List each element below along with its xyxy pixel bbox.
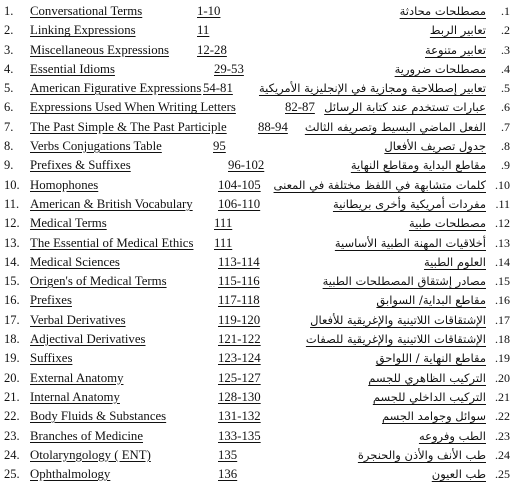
toc-entry-page-range: 128-130 [218, 389, 261, 404]
toc-entry-page-range: 113-114 [218, 254, 260, 269]
toc-entry-arabic-number: .23 [495, 428, 510, 443]
toc-entry-english-title: Prefixes [30, 293, 72, 308]
toc-entry-number: 23. [4, 428, 20, 443]
toc-row [0, 2, 512, 21]
toc-row [0, 388, 512, 407]
toc-entry-page-range: 106-110 [218, 196, 261, 211]
toc-entry-english-title: Conversational Terms [30, 4, 143, 18]
toc-entry-english-title: Linking Expressions [30, 23, 136, 38]
toc-row [0, 407, 512, 426]
toc-entry-arabic-title: الإشتقاقات اللاتينية والإغريقية للصفات [305, 332, 486, 347]
toc-entry-english-title: Medical Sciences [30, 254, 120, 269]
toc-row [0, 176, 512, 195]
toc-entry-arabic-title: مصطلحات طبية [408, 216, 486, 231]
toc-entry-page-range: 115-116 [218, 274, 260, 289]
toc-entry-number: 22. [4, 409, 20, 424]
toc-entry-page-range: 54-81 [203, 81, 233, 96]
toc-entry-arabic-number: .9 [501, 158, 510, 173]
toc-entry-number: 15. [4, 274, 20, 289]
toc-entry-english-title: Homophones [30, 177, 99, 192]
toc-entry-number: 7. [4, 119, 14, 134]
toc-entry-page-range: 136 [218, 467, 238, 482]
toc-row [0, 79, 512, 98]
toc-entry-number: 3. [4, 42, 14, 57]
toc-entry-english-title: American & British Vocabulary [30, 196, 193, 211]
toc-entry-arabic-title: تعابير متنوعة [425, 42, 486, 57]
toc-entry-arabic-number: .16 [495, 293, 510, 308]
toc-entry-page-range: 82-87 [285, 100, 315, 115]
toc-entry-number: 9. [4, 158, 14, 173]
toc-entry-arabic-number: .14 [495, 254, 510, 269]
toc-entry-page-range: 12-28 [197, 42, 227, 57]
toc-entry-arabic-title: التركيب الظاهري للجسم [368, 370, 486, 385]
toc-entry-number: 21. [4, 389, 20, 404]
toc-entry-arabic-number: .20 [495, 370, 510, 385]
toc-entry-page-range: 135 [218, 447, 238, 462]
toc-entry-english-title: Expressions Used When Writing Letters [30, 100, 236, 115]
toc-entry-arabic-number: .11 [495, 196, 510, 211]
toc-entry-page-range: 111 [214, 235, 233, 250]
toc-entry-page-range: 121-122 [218, 332, 261, 347]
toc-entry-arabic-title: الفعل الماضي البسيط وتصريفه الثالث [304, 119, 486, 134]
toc-entry-arabic-title: مقاطع النهاية / اللواحق [375, 351, 486, 366]
toc-entry-english-title: American Figurative Expressions [30, 81, 202, 96]
toc-entry-arabic-number: .6 [501, 100, 510, 115]
toc-entry-number: 25. [4, 467, 20, 482]
toc-entry-page-range: 111 [214, 216, 233, 231]
toc-row [0, 349, 512, 368]
toc-entry-number: 10. [4, 177, 20, 192]
toc-row [0, 156, 512, 175]
toc-entry-arabic-number: .2 [501, 23, 510, 38]
toc-row [0, 291, 512, 310]
toc-row [0, 446, 512, 465]
toc-entry-page-range: 104-105 [218, 177, 261, 192]
toc-entry-english-title: Verbs Conjugations Table [30, 139, 162, 154]
toc-row [0, 195, 512, 214]
toc-entry-arabic-title: طب الأنف والأذن والحنجرة [357, 447, 486, 462]
toc-entry-arabic-title: طب العيون [431, 467, 486, 482]
toc-row [0, 465, 512, 484]
toc-entry-arabic-title: تعابير إصطلاحية ومجازية في الإنجليزية الأمريكية [258, 81, 486, 96]
toc-entry-arabic-number: .15 [495, 274, 510, 289]
toc-entry-arabic-number: .24 [495, 447, 510, 462]
toc-entry-number: 5. [4, 81, 14, 96]
toc-entry-arabic-title: مصادر إشتقاق المصطلحات الطبية [322, 274, 486, 289]
toc-entry-arabic-title: مصطلحات محادثة [399, 4, 486, 18]
toc-entry-english-title: Medical Terms [30, 216, 107, 231]
toc-entry-page-range: 29-53 [214, 61, 244, 76]
toc-entry-number: 18. [4, 332, 20, 347]
toc-entry-arabic-number: .12 [495, 216, 510, 231]
toc-entry-arabic-number: .19 [495, 351, 510, 366]
toc-entry-arabic-number: .25 [495, 467, 510, 482]
toc-entry-arabic-number: .13 [495, 235, 510, 250]
toc-entry-page-range: 119-120 [218, 312, 261, 327]
table-of-contents [0, 2, 512, 484]
toc-row [0, 311, 512, 330]
toc-entry-number: 11. [4, 196, 20, 211]
toc-entry-number: 13. [4, 235, 20, 250]
toc-entry-arabic-title: أخلاقيات المهنة الطبية الأساسية [334, 235, 486, 250]
toc-entry-english-title: Suffixes [30, 351, 73, 366]
toc-entry-page-range: 96-102 [228, 158, 265, 173]
toc-entry-number: 17. [4, 312, 20, 327]
toc-entry-number: 6. [4, 100, 14, 115]
toc-entry-english-title: Internal Anatomy [30, 389, 120, 404]
toc-row [0, 272, 512, 291]
toc-entry-page-range: 11 [197, 23, 210, 38]
toc-entry-arabic-title: عبارات تستخدم عند كتابة الرسائل [324, 100, 486, 115]
toc-entry-arabic-number: .1 [501, 4, 510, 18]
toc-entry-arabic-title: مقاطع البداية ومقاطع النهاية [350, 158, 486, 173]
toc-entry-arabic-title: تعابير الربط [429, 23, 486, 38]
toc-entry-english-title: Adjectival Derivatives [30, 332, 146, 347]
toc-entry-page-range: 133-135 [218, 428, 261, 443]
toc-entry-english-title: Verbal Derivatives [30, 312, 126, 327]
toc-entry-arabic-number: .8 [501, 139, 510, 154]
toc-entry-number: 16. [4, 293, 20, 308]
toc-entry-number: 12. [4, 216, 20, 231]
toc-entry-arabic-number: .21 [495, 389, 510, 404]
toc-entry-arabic-number: .3 [501, 42, 510, 57]
toc-entry-number: 20. [4, 370, 20, 385]
toc-row [0, 369, 512, 388]
toc-entry-arabic-title: جدول تصريف الأفعال [384, 139, 486, 154]
toc-entry-arabic-number: .7 [501, 119, 510, 134]
toc-entry-number: 24. [4, 447, 20, 462]
toc-entry-arabic-title: الإشتقاقات اللاتينية والإغريقية للأفعال [310, 312, 486, 327]
toc-entry-arabic-number: .22 [495, 409, 510, 424]
toc-row [0, 21, 512, 40]
toc-entry-arabic-number: .10 [495, 177, 510, 192]
toc-entry-english-title: Ophthalmology [30, 467, 111, 482]
toc-entry-page-range: 125-127 [218, 370, 261, 385]
toc-row [0, 41, 512, 60]
toc-entry-page-range: 1-10 [197, 4, 221, 18]
toc-row [0, 137, 512, 156]
toc-entry-number: 14. [4, 254, 20, 269]
toc-row [0, 234, 512, 253]
toc-entry-english-title: External Anatomy [30, 370, 124, 385]
toc-entry-arabic-number: .18 [495, 332, 510, 347]
toc-entry-arabic-number: .4 [501, 61, 510, 76]
toc-entry-english-title: Otolaryngology ( ENT) [30, 447, 151, 462]
toc-entry-english-title: The Past Simple & The Past Participle [30, 119, 227, 134]
toc-entry-page-range: 88-94 [258, 119, 288, 134]
toc-entry-english-title: Origen's of Medical Terms [30, 274, 167, 289]
toc-entry-arabic-title: الطب وفروعه [418, 428, 486, 443]
toc-row [0, 330, 512, 349]
toc-entry-number: 19. [4, 351, 20, 366]
toc-entry-arabic-title: مقاطع البداية/ السوابق [376, 293, 486, 308]
toc-entry-english-title: Essential Idioms [30, 61, 115, 76]
toc-entry-arabic-number: .17 [495, 312, 510, 327]
toc-entry-number: 1. [4, 4, 14, 18]
toc-row [0, 60, 512, 79]
toc-entry-english-title: Miscellaneous Expressions [30, 42, 169, 57]
toc-entry-page-range: 95 [213, 139, 226, 154]
toc-entry-arabic-number: .5 [501, 81, 510, 96]
toc-entry-number: 2. [4, 23, 14, 38]
toc-entry-arabic-title: سوائل وجوامد الجسم [381, 409, 486, 424]
toc-entry-english-title: Branches of Medicine [30, 428, 143, 443]
toc-entry-arabic-title: مصطلحات ضرورية [394, 61, 486, 76]
toc-row [0, 214, 512, 233]
toc-entry-page-range: 117-118 [218, 293, 260, 308]
toc-entry-number: 8. [4, 139, 14, 154]
toc-entry-number: 4. [4, 61, 14, 76]
toc-row [0, 253, 512, 272]
toc-entry-arabic-title: العلوم الطبية [423, 254, 486, 269]
toc-row [0, 427, 512, 446]
toc-entry-page-range: 123-124 [218, 351, 261, 366]
toc-row [0, 98, 512, 117]
toc-entry-arabic-title: كلمات متشابهة في اللفظ مختلفة في المعنى [273, 177, 486, 192]
toc-entry-english-title: Body Fluids & Substances [30, 409, 167, 424]
toc-entry-english-title: The Essential of Medical Ethics [30, 235, 194, 250]
toc-entry-page-range: 131-132 [218, 409, 261, 424]
toc-row [0, 118, 512, 137]
toc-entry-english-title: Prefixes & Suffixes [30, 158, 131, 173]
toc-entry-arabic-title: التركيب الداخلي للجسم [372, 389, 486, 404]
toc-entry-arabic-title: مفردات أمريكية وأخرى بريطانية [332, 196, 486, 211]
